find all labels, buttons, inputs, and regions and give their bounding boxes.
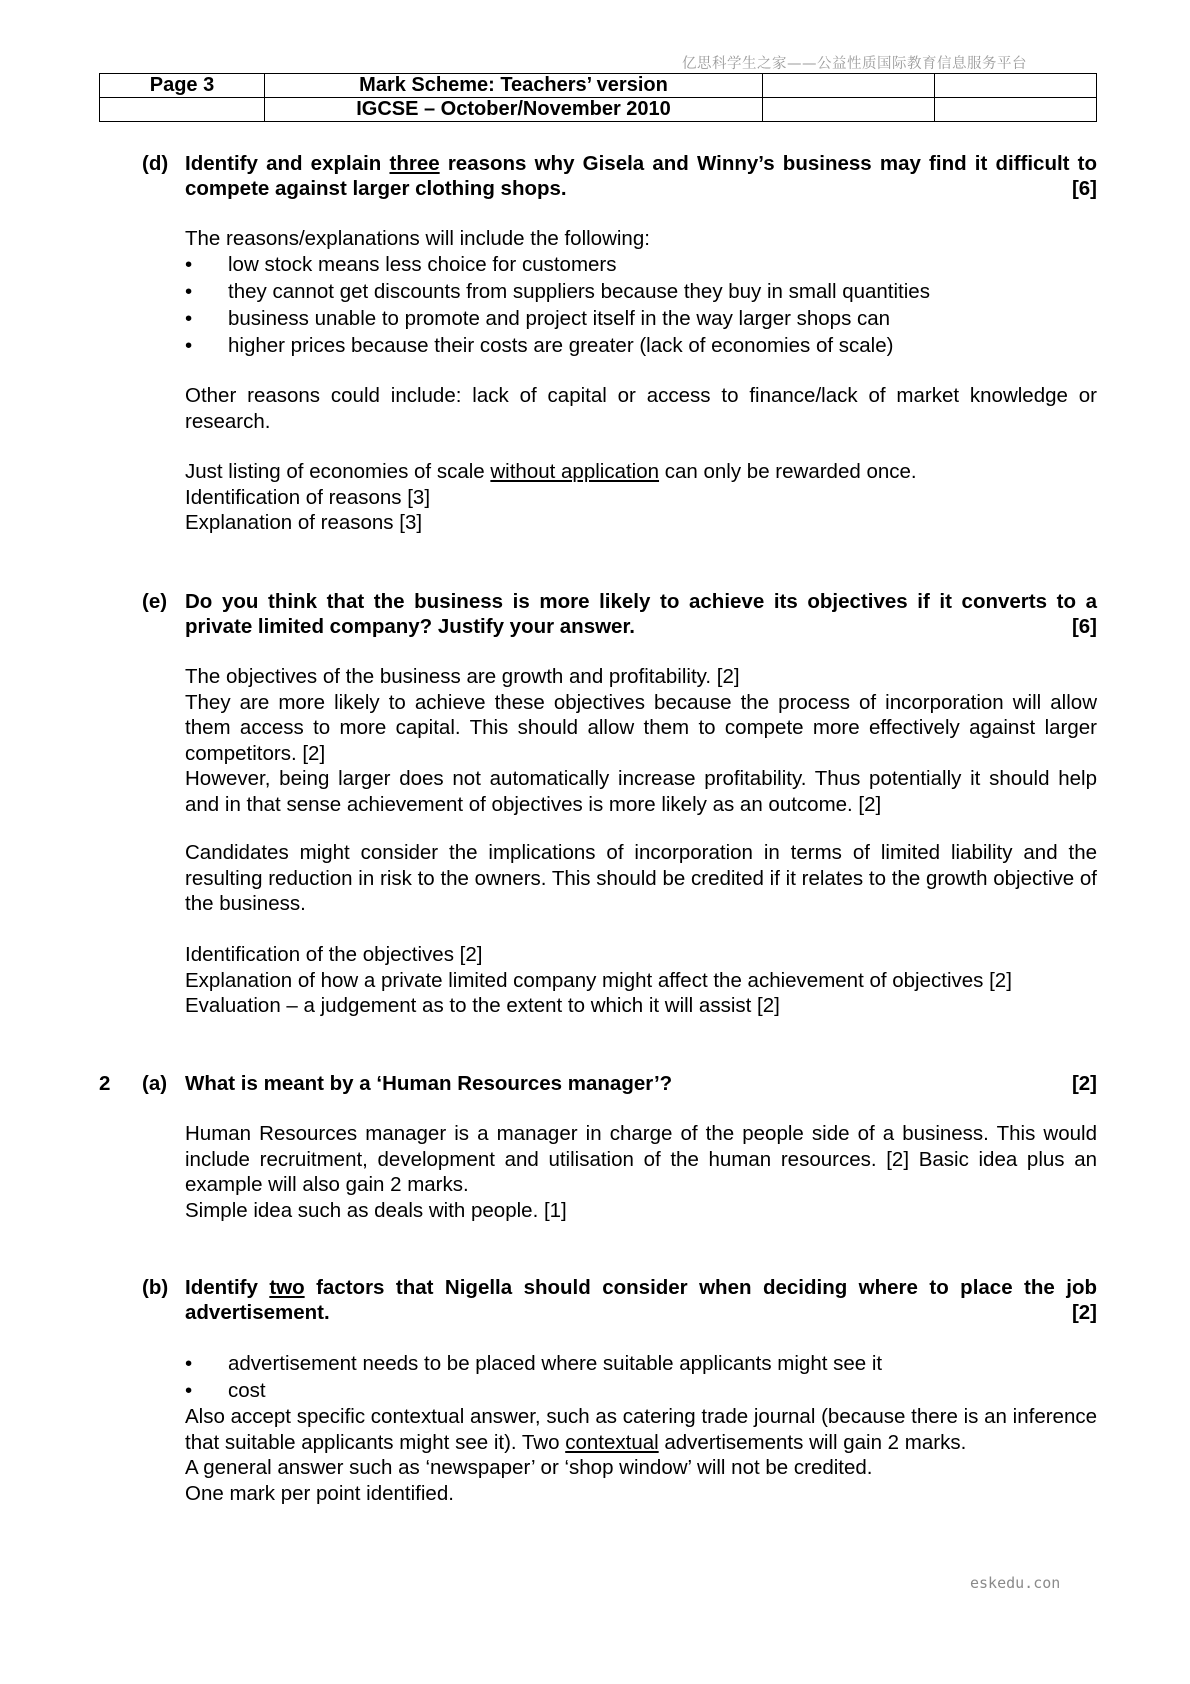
- watermark-bottom: eskedu.con: [970, 1574, 1061, 1592]
- question-letter: (a): [142, 1072, 168, 1095]
- header-subtitle: IGCSE – October/November 2010: [265, 98, 763, 122]
- emphasis-underline: three: [389, 152, 440, 175]
- watermark-top: 亿思科学生之家——公益性质国际教育信息服务平台: [682, 56, 1027, 72]
- question-text: Do you think that the business is more likely to achieve its objectives if it converts to a private limited company? Justify your answer. [6]: [185, 590, 1097, 638]
- list-item: • advertisement needs to be placed where suitable applicants might see it: [185, 1350, 1097, 1377]
- header-empty-cell: [935, 74, 1097, 98]
- answer-paragraph: Candidates might consider the implications of incorporation in terms of limited liability and the resulting reduction in risk to the owners. This should be credited if it relates to the growth objective of the business.: [185, 841, 1097, 915]
- question-letter: (d): [142, 152, 169, 175]
- answer-paragraph: One mark per point identified.: [185, 1481, 454, 1505]
- page-header-table: [99, 73, 1097, 122]
- answer-paragraph: Also accept specific contextual answer, such as catering trade journal (because there is an inference that suitable applicants might see it). Two contextual advertisements will gain 2 marks.: [185, 1405, 1097, 1454]
- list-item: • higher prices because their costs are greater (lack of economies of scale): [185, 332, 1097, 359]
- list-item: • they cannot get discounts from suppliers because they buy in small quantities: [185, 278, 1097, 305]
- question-marks: [2]: [1071, 1301, 1097, 1324]
- answer-intro: The reasons/explanations will include the following:: [185, 227, 650, 250]
- question-text: Identify two factors that Nigella should consider when deciding where to place the job advertisement. [2]: [185, 1276, 1097, 1324]
- answer-paragraph: Human Resources manager is a manager in charge of the people side of a business. This would include recruitment, development and utilisation of the human resources. [2] Basic idea plus an example will also gain 2 marks.: [185, 1122, 1097, 1196]
- answer-paragraph: Simple idea such as deals with people. [1]: [185, 1198, 567, 1222]
- answer-paragraph: However, being larger does not automatically increase profitability. Thus potentially it should help and in that sense achievement of objectives is more likely as an outcome. [2]: [185, 767, 1097, 816]
- marking-line: Identification of the objectives [2]: [185, 943, 483, 966]
- answer-block: [185, 664, 1097, 817]
- answer-bullets: [185, 1350, 1097, 1404]
- question-text: Identify and explain three reasons why Gisela and Winny’s business may find it difficult to compete against larger clothing shops. [6]: [185, 152, 1098, 200]
- emphasis-underline: two: [269, 1276, 305, 1299]
- question-marks: [2]: [1071, 1072, 1097, 1095]
- marking-line: Explanation of reasons [3]: [185, 511, 423, 534]
- answer-block: [185, 1121, 1097, 1223]
- marking-block: [185, 942, 1097, 1019]
- marking-line: Identification of reasons [3]: [185, 485, 431, 509]
- list-item: • business unable to promote and project itself in the way larger shops can: [185, 305, 1097, 332]
- answer-paragraph: Just listing of economies of scale without application can only be rewarded once. Identification of reasons [3] Explanation of reasons [3]: [185, 459, 1097, 536]
- list-item: • cost: [185, 1377, 1097, 1404]
- question-letter: (e): [142, 590, 168, 613]
- page-number: Page 3: [100, 74, 265, 98]
- answer-block: [185, 1404, 1097, 1506]
- header-empty-cell: [763, 74, 935, 98]
- header-empty-cell: [935, 98, 1097, 122]
- answer-paragraph: They are more likely to achieve these objectives because the process of incorporation will allow them access to more capital. This should allow them to compete more effectively against larger competitors. [2]: [185, 690, 1097, 765]
- question-letter: (b): [142, 1276, 169, 1299]
- question-marks: [6]: [1071, 177, 1097, 200]
- marking-line: Explanation of how a private limited company might affect the achievement of objectives [2]: [185, 968, 1012, 992]
- marking-line: Evaluation – a judgement as to the extent to which it will assist [2]: [185, 994, 780, 1017]
- question-text: What is meant by a ‘Human Resources manager’? [2]: [185, 1072, 1097, 1095]
- answer-paragraph: The objectives of the business are growth and profitability. [2]: [185, 665, 740, 688]
- list-item: • low stock means less choice for customers: [185, 251, 1097, 278]
- question-number: 2: [99, 1072, 111, 1095]
- answer-bullets: [185, 251, 1097, 359]
- question-marks: [6]: [1071, 615, 1097, 638]
- answer-paragraph: Other reasons could include: lack of capital or access to finance/lack of market knowledge or research.: [185, 384, 1097, 433]
- header-empty-cell: [763, 98, 935, 122]
- header-empty-cell: [100, 98, 265, 122]
- header-title: Mark Scheme: Teachers’ version: [265, 74, 763, 98]
- answer-paragraph: A general answer such as ‘newspaper’ or ‘shop window’ will not be credited.: [185, 1456, 873, 1479]
